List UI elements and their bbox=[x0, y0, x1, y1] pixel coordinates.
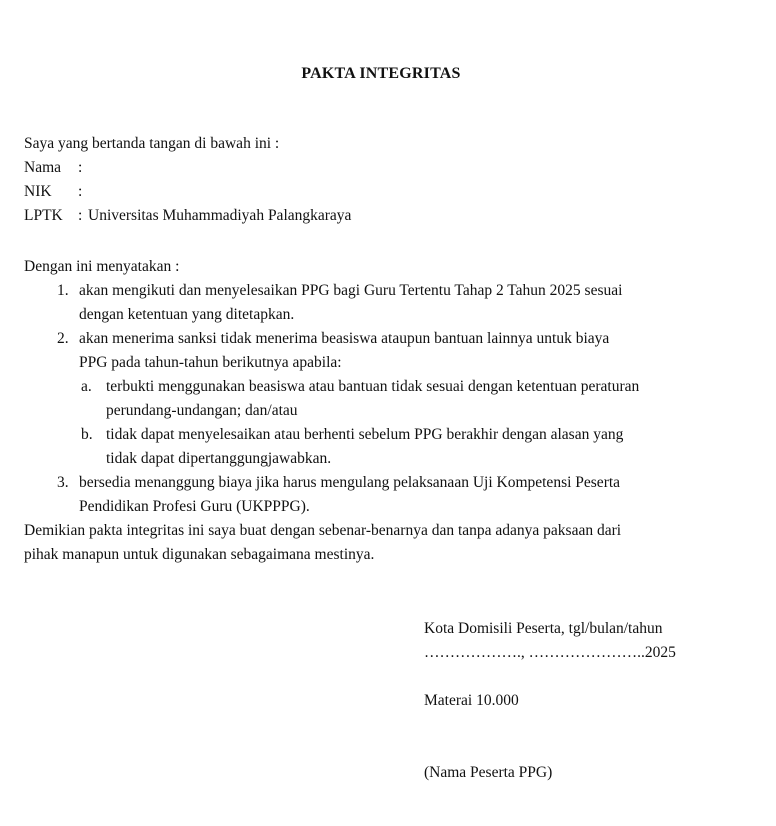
field-separator: : bbox=[78, 207, 83, 224]
sub-list-item bbox=[24, 375, 754, 423]
signer-name: (Nama Peserta PPG) bbox=[424, 764, 553, 781]
field-value: Universitas Muhammadiyah Palangkaraya bbox=[88, 207, 352, 224]
sub-item-text-line: tidak dapat menyelesaikan atau berhenti sebelum PPG berakhir dengan alasan yang bbox=[106, 426, 624, 443]
field-row-nama bbox=[24, 156, 754, 180]
field-label: LPTK bbox=[24, 207, 63, 224]
statement-section bbox=[24, 255, 754, 519]
item-text-line: akan mengikuti dan menyelesaikan PPG bagi Guru Tertentu Tahap 2 Tahun 2025 sesuai bbox=[79, 282, 623, 299]
identity-section bbox=[24, 132, 754, 228]
sub-list-item bbox=[24, 423, 754, 471]
item-text-line: akan menerima sanksi tidak menerima beasiswa ataupun bantuan lainnya untuk biaya bbox=[79, 330, 610, 347]
sub-item-letter: a. bbox=[81, 378, 92, 395]
list-item bbox=[24, 279, 754, 327]
statement-intro: Dengan ini menyatakan : bbox=[24, 258, 180, 275]
closing-paragraph bbox=[24, 519, 754, 567]
list-item bbox=[24, 327, 754, 375]
sub-item-text-line: tidak dapat dipertanggungjawabkan. bbox=[106, 450, 332, 467]
item-text-line: PPG pada tahun-tahun berikutnya apabila: bbox=[79, 354, 342, 371]
signature-date-line: ………………., …………………..2025 bbox=[424, 644, 676, 661]
item-number: 2. bbox=[57, 330, 69, 347]
item-text-line: dengan ketentuan yang ditetapkan. bbox=[79, 306, 295, 323]
item-number: 1. bbox=[57, 282, 69, 299]
materai-label: Materai 10.000 bbox=[424, 692, 519, 709]
sub-item-text-line: terbukti menggunakan beasiswa atau bantuan tidak sesuai dengan ketentuan peraturan bbox=[106, 378, 640, 395]
closing-line: Demikian pakta integritas ini saya buat dengan sebenar-benarnya dan tanpa adanya paksaan dari bbox=[24, 522, 622, 539]
field-separator: : bbox=[78, 159, 83, 176]
field-label: NIK bbox=[24, 183, 52, 200]
list-item bbox=[24, 471, 754, 519]
signature-place-label: Kota Domisili Peserta, tgl/bulan/tahun bbox=[424, 620, 663, 637]
field-row-lptk bbox=[24, 204, 754, 228]
intro-text: Saya yang bertanda tangan di bawah ini : bbox=[24, 135, 280, 152]
document-title: PAKTA INTEGRITAS bbox=[301, 65, 461, 82]
sub-item-letter: b. bbox=[81, 426, 93, 443]
field-separator: : bbox=[78, 183, 83, 200]
item-number: 3. bbox=[57, 474, 69, 491]
field-label: Nama bbox=[24, 159, 62, 176]
field-row-nik bbox=[24, 180, 754, 204]
signature-place-date bbox=[424, 617, 764, 665]
sub-item-text-line: perundang-undangan; dan/atau bbox=[106, 402, 298, 419]
closing-line: pihak manapun untuk digunakan sebagaimana mestinya. bbox=[24, 546, 375, 563]
item-text-line: bersedia menanggung biaya jika harus mengulang pelaksanaan Uji Kompetensi Peserta bbox=[79, 474, 621, 491]
item-text-line: Pendidikan Profesi Guru (UKPPPG). bbox=[79, 498, 310, 515]
